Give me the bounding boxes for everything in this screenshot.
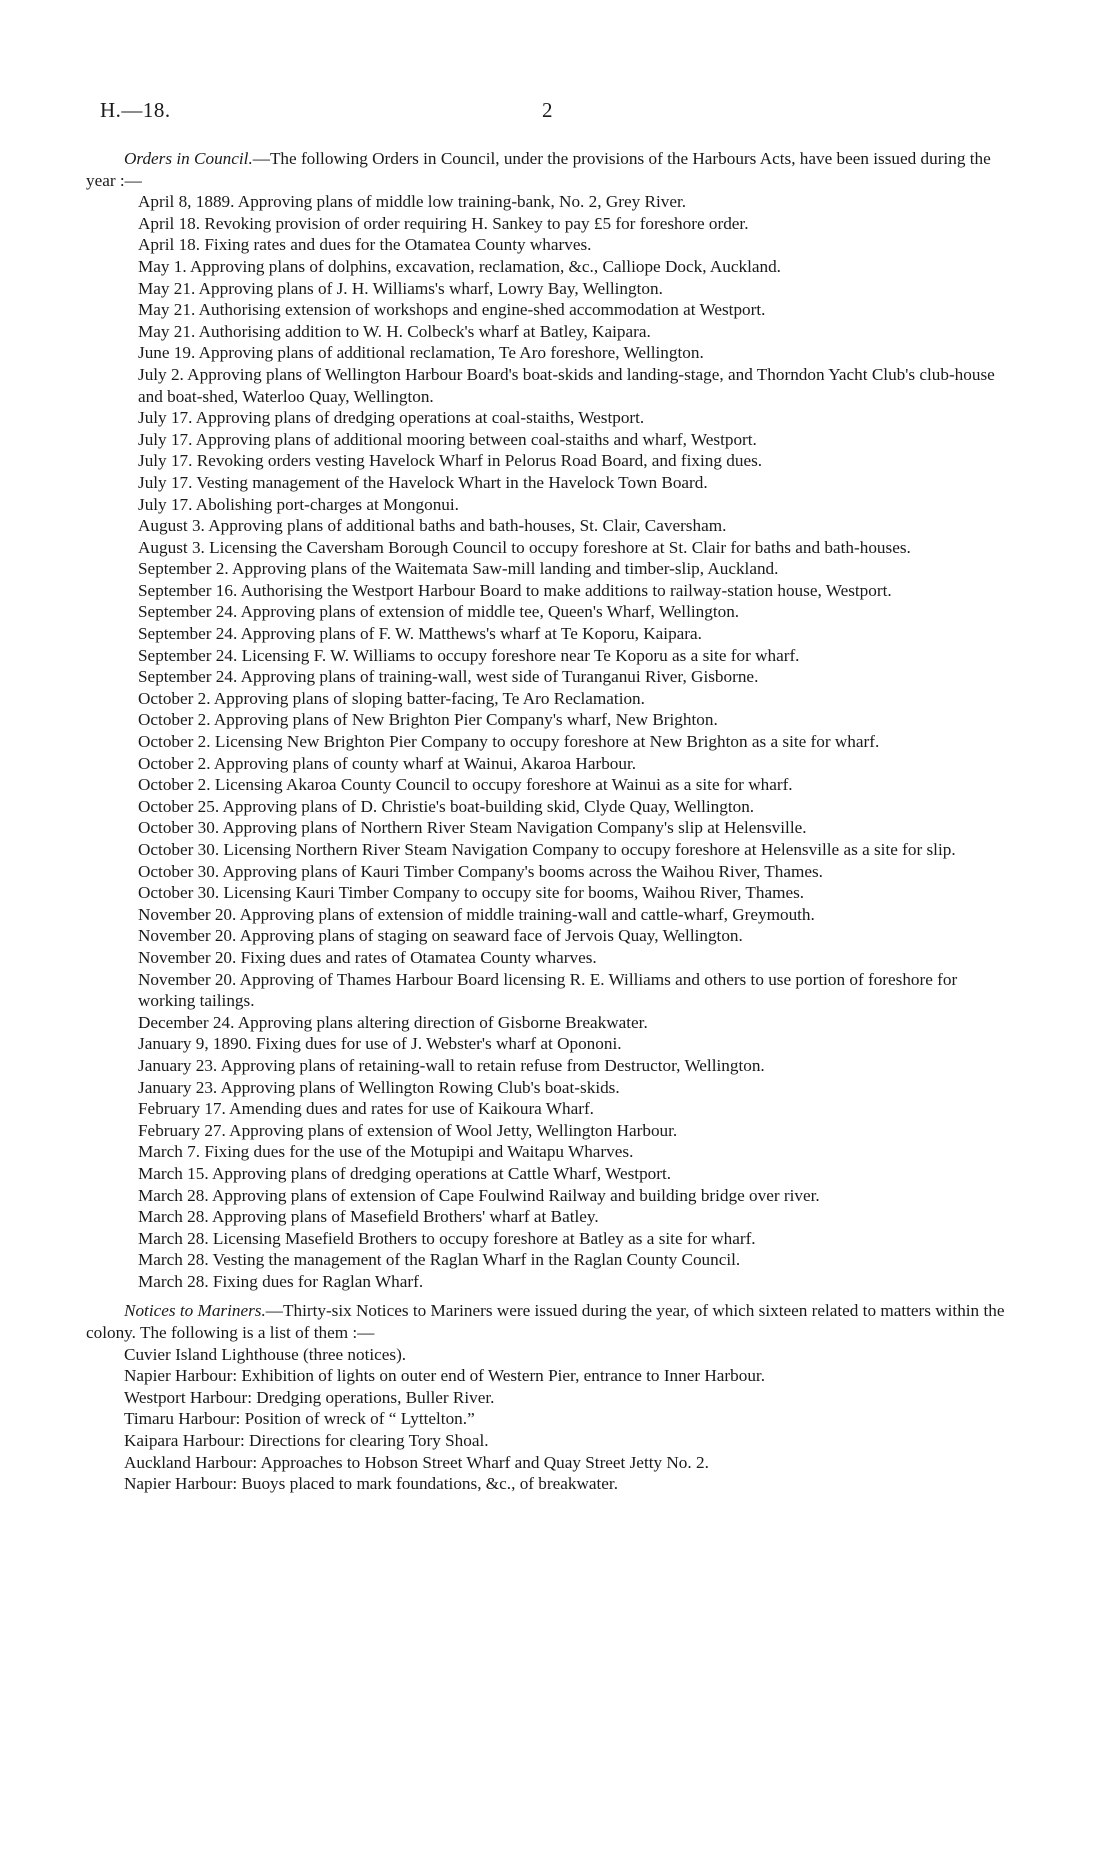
page-body [86, 148, 1006, 1495]
order-entry-text: October 2. Approving plans of sloping batter-facing, Te Aro Reclamation. [138, 688, 645, 708]
notice-item-text: Auckland Harbour: Approaches to Hobson Street Wharf and Quay Street Jetty No. 2. [124, 1452, 709, 1472]
order-entry-text: April 18. Fixing rates and dues for the Otamatea County wharves. [138, 235, 592, 255]
order-entry-text: May 21. Authorising extension of workshops and engine-shed accommodation at Westport. [138, 300, 766, 320]
notice-item-text: Cuvier Island Lighthouse (three notices). [124, 1344, 407, 1364]
order-entry-text: August 3. Approving plans of additional baths and bath-houses, St. Clair, Caversham. [138, 516, 727, 536]
notices-to-mariners-intro-text: —Thirty-six Notices to Mariners were issued during the year, of which sixteen related to matters within the colony. The following is a list of them :— [86, 1301, 1005, 1343]
order-entry-text: October 2. Licensing New Brighton Pier Company to occupy foreshore at New Brighton as a site for wharf. [138, 732, 880, 752]
order-entry [86, 969, 1006, 1012]
notice-item-text: Timaru Harbour: Position of wreck of “ Lyttelton.” [124, 1409, 475, 1429]
order-entry-text: July 17. Approving plans of dredging operations at coal-staiths, Westport. [138, 408, 645, 428]
order-entry-text: September 24. Approving plans of extension of middle tee, Queen's Wharf, Wellington. [138, 602, 740, 622]
order-entry-text: June 19. Approving plans of additional reclamation, Te Aro foreshore, Wellington. [138, 343, 704, 363]
order-entry-text: February 27. Approving plans of extension of Wool Jetty, Wellington Harbour. [138, 1120, 678, 1140]
order-entry [86, 407, 1006, 429]
order-entry-text: July 17. Vesting management of the Havelock Whart in the Havelock Town Board. [138, 472, 708, 492]
order-entry [86, 278, 1006, 300]
order-entry-text: January 23. Approving plans of Wellington Rowing Club's boat-skids. [138, 1077, 620, 1097]
orders-in-council-intro [86, 148, 1006, 191]
order-entry [86, 1012, 1006, 1034]
order-entry [86, 688, 1006, 710]
order-entry-text: April 8, 1889. Approving plans of middle low training-bank, No. 2, Grey River. [138, 192, 687, 212]
notices-to-mariners-list [86, 1344, 1006, 1495]
order-entry-text: September 24. Approving plans of F. W. Matthews's wharf at Te Koporu, Kaipara. [138, 624, 702, 644]
order-entry [86, 450, 1006, 472]
order-entry-text: March 28. Approving plans of Masefield Brothers' wharf at Batley. [138, 1207, 599, 1227]
order-entry-text: May 1. Approving plans of dolphins, excavation, reclamation, &c., Calliope Dock, Auckland. [138, 256, 781, 276]
order-entry-text: May 21. Approving plans of J. H. Williams's wharf, Lowry Bay, Wellington. [138, 278, 663, 298]
order-entry [86, 1055, 1006, 1077]
order-entry [86, 321, 1006, 343]
order-entry-text: March 28. Approving plans of extension of Cape Foulwind Railway and building bridge over river. [138, 1185, 820, 1205]
notice-item [86, 1452, 1006, 1474]
document-reference: H.—18. [100, 98, 171, 122]
order-entry-text: March 15. Approving plans of dredging operations at Cattle Wharf, Westport. [138, 1163, 672, 1183]
order-entry-text: March 7. Fixing dues for the use of the Motupipi and Waitapu Wharves. [138, 1142, 634, 1162]
order-entry [86, 947, 1006, 969]
order-entry-text: September 2. Approving plans of the Waitemata Saw-mill landing and timber-slip, Auckland. [138, 559, 779, 579]
notice-item-text: Westport Harbour: Dredging operations, Buller River. [124, 1387, 495, 1407]
order-entry [86, 925, 1006, 947]
order-entry [86, 753, 1006, 775]
order-entry [86, 645, 1006, 667]
order-entry-text: October 30. Approving plans of Northern River Steam Navigation Company's slip at Helensville. [138, 818, 807, 838]
order-entry-text: February 17. Amending dues and rates for use of Kaikoura Wharf. [138, 1099, 594, 1119]
order-entry [86, 1206, 1006, 1228]
order-entry-text: November 20. Approving of Thames Harbour Board licensing R. E. Williams and others to use portion of foreshore for working tailings. [138, 969, 958, 1011]
order-entry [86, 234, 1006, 256]
order-entry-text: July 2. Approving plans of Wellington Harbour Board's boat-skids and landing-stage, and Thorndon Yacht Club's club-house and boat-shed, Waterloo Quay, Wellington. [138, 364, 995, 406]
order-entry [86, 1120, 1006, 1142]
order-entry-text: April 18. Revoking provision of order requiring H. Sankey to pay £5 for foreshore order. [138, 213, 749, 233]
order-entry [86, 731, 1006, 753]
orders-in-council-heading: Orders in Council. [124, 149, 253, 168]
notices-to-mariners-heading: Notices to Mariners. [124, 1301, 266, 1321]
order-entry [86, 472, 1006, 494]
order-entry-text: October 30. Licensing Northern River Steam Navigation Company to occupy foreshore at Helensville as a site for slip. [138, 840, 956, 859]
page-header [100, 98, 1000, 128]
order-entry [86, 299, 1006, 321]
order-entry-text: October 2. Approving plans of New Brighton Pier Company's wharf, New Brighton. [138, 710, 718, 730]
order-entry [86, 861, 1006, 883]
order-entry [86, 256, 1006, 278]
notice-item [86, 1430, 1006, 1452]
order-entry [86, 796, 1006, 818]
order-entry [86, 558, 1006, 580]
order-entry [86, 342, 1006, 364]
order-entry [86, 623, 1006, 645]
order-entry [86, 537, 1006, 559]
notice-item-text: Kaipara Harbour: Directions for clearing Tory Shoal. [124, 1431, 489, 1451]
order-entry [86, 429, 1006, 451]
order-entry-text: October 2. Approving plans of county wharf at Wainui, Akaroa Harbour. [138, 753, 637, 773]
order-entry-text: December 24. Approving plans altering direction of Gisborne Breakwater. [138, 1012, 648, 1032]
order-entry [86, 1271, 1006, 1293]
order-entry-text: July 17. Abolishing port-charges at Mongonui. [138, 494, 459, 514]
order-entry [86, 1249, 1006, 1271]
order-entry [86, 1098, 1006, 1120]
page-number: 2 [542, 98, 553, 122]
order-entry-text: September 24. Approving plans of training-wall, west side of Turanganui River, Gisborne. [138, 667, 759, 687]
order-entry [86, 709, 1006, 731]
order-entry-text: October 30. Approving plans of Kauri Timber Company's booms across the Waihou River, Thames. [138, 861, 823, 881]
order-entry [86, 882, 1006, 904]
order-entry-text: July 17. Revoking orders vesting Havelock Wharf in Pelorus Road Board, and fixing dues. [138, 451, 763, 471]
order-entry [86, 1033, 1006, 1055]
order-entry [86, 904, 1006, 926]
order-entry-text: November 20. Approving plans of extension of middle training-wall and cattle-wharf, Greymouth. [138, 904, 815, 924]
order-entry-text: October 25. Approving plans of D. Christie's boat-building skid, Clyde Quay, Wellington. [138, 796, 755, 816]
notices-to-mariners-intro [86, 1300, 1006, 1343]
notice-item [86, 1408, 1006, 1430]
order-entry [86, 817, 1006, 839]
order-entry-text: March 28. Vesting the management of the Raglan Wharf in the Raglan County Council. [138, 1250, 741, 1270]
order-entry-text: November 20. Fixing dues and rates of Otamatea County wharves. [138, 947, 597, 967]
order-entry [86, 666, 1006, 688]
order-entry [86, 1163, 1006, 1185]
order-entry [86, 839, 1006, 861]
order-entry [86, 364, 1006, 407]
notice-item [86, 1344, 1006, 1366]
notice-item [86, 1387, 1006, 1409]
order-entry [86, 494, 1006, 516]
order-entry [86, 213, 1006, 235]
order-entry-text: May 21. Authorising addition to W. H. Colbeck's wharf at Batley, Kaipara. [138, 321, 651, 341]
notice-item [86, 1365, 1006, 1387]
order-entry [86, 1077, 1006, 1099]
orders-in-council-intro-text: —The following Orders in Council, under the provisions of the Harbours Acts, have been issued during the year :— [86, 149, 991, 190]
order-entry [86, 1141, 1006, 1163]
order-entry-text: July 17. Approving plans of additional mooring between coal-staiths and wharf, Westport. [138, 429, 757, 449]
order-entry-text: March 28. Licensing Masefield Brothers to occupy foreshore at Batley as a site for wharf. [138, 1228, 756, 1248]
order-entry-text: March 28. Fixing dues for Raglan Wharf. [138, 1271, 424, 1291]
order-entry [86, 1185, 1006, 1207]
notice-item [86, 1473, 1006, 1495]
order-entry-text: September 16. Authorising the Westport Harbour Board to make additions to railway-station house, Westport. [138, 580, 892, 600]
orders-in-council-list [86, 191, 1006, 1292]
order-entry [86, 601, 1006, 623]
order-entry-text: January 23. Approving plans of retaining-wall to retain refuse from Destructor, Wellington. [138, 1055, 765, 1075]
order-entry [86, 191, 1006, 213]
order-entry [86, 515, 1006, 537]
notice-item-text: Napier Harbour: Exhibition of lights on outer end of Western Pier, entrance to Inner Harbour. [124, 1366, 766, 1386]
order-entry [86, 1228, 1006, 1250]
order-entry-text: September 24. Licensing F. W. Williams to occupy foreshore near Te Koporu as a site for wharf. [138, 645, 800, 665]
notice-item-text: Napier Harbour: Buoys placed to mark foundations, &c., of breakwater. [124, 1474, 618, 1494]
order-entry-text: October 2. Licensing Akaroa County Council to occupy foreshore at Wainui as a site for wharf. [138, 775, 793, 795]
order-entry-text: August 3. Licensing the Caversham Borough Council to occupy foreshore at St. Clair for baths and bath-houses. [138, 537, 911, 557]
order-entry-text: January 9, 1890. Fixing dues for use of J. Webster's wharf at Opononi. [138, 1034, 622, 1054]
order-entry-text: October 30. Licensing Kauri Timber Company to occupy site for booms, Waihou River, Thames. [138, 883, 805, 903]
order-entry [86, 580, 1006, 602]
order-entry [86, 774, 1006, 796]
order-entry-text: November 20. Approving plans of staging on seaward face of Jervois Quay, Wellington. [138, 926, 743, 946]
